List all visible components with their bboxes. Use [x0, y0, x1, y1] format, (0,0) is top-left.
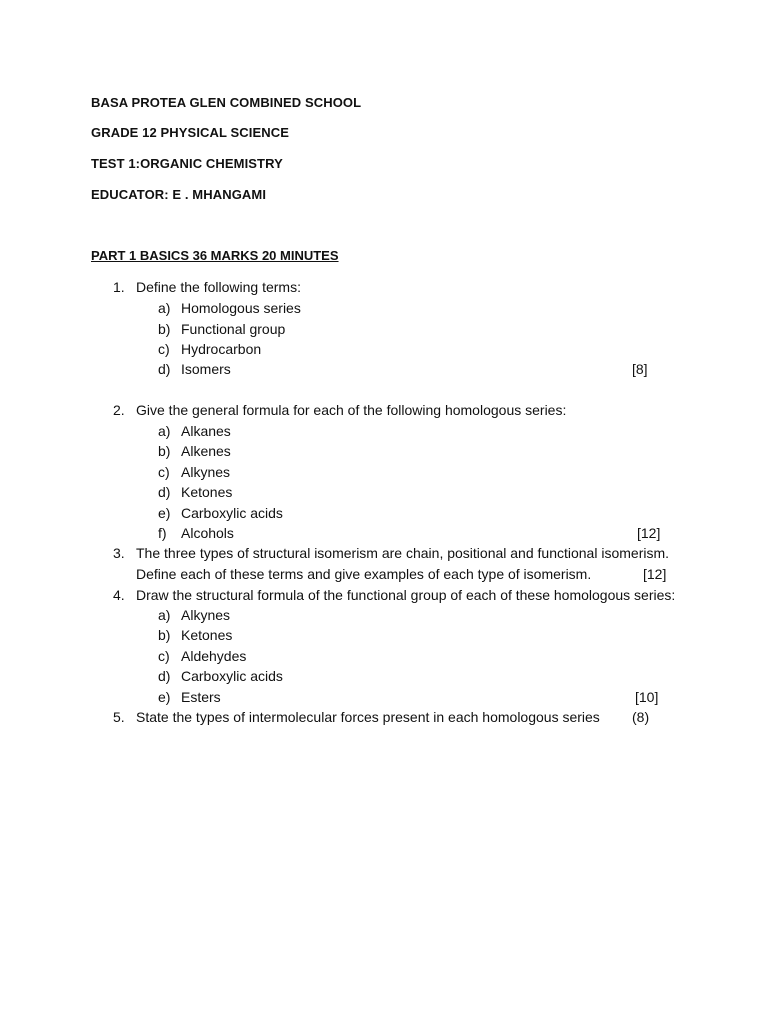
item-label: e): [158, 689, 171, 705]
marks-q4: [10]: [635, 689, 659, 705]
item-text: Alkynes: [181, 607, 231, 623]
question-text: Define each of these terms and give examples of each type of isomerism.: [136, 566, 592, 582]
item-text: Carboxylic acids: [181, 668, 283, 684]
question-text: Define the following terms:: [136, 279, 301, 295]
question-text: State the types of intermolecular forces present in each homologous series: [136, 709, 600, 725]
marks-q1: [8]: [632, 361, 648, 377]
educator-name: EDUCATOR: E . MHANGAMI: [91, 187, 267, 202]
question-number: 3.: [113, 545, 125, 561]
school-name: BASA PROTEA GLEN COMBINED SCHOOL: [91, 95, 362, 110]
item-text: Hydrocarbon: [181, 341, 262, 357]
item-text: Esters: [181, 689, 221, 705]
item-label: e): [158, 505, 171, 521]
item-label: c): [158, 341, 170, 357]
item-text: Carboxylic acids: [181, 505, 283, 521]
test-title: TEST 1:ORGANIC CHEMISTRY: [91, 156, 283, 171]
item-text: Ketones: [181, 627, 233, 643]
item-text: Functional group: [181, 321, 286, 337]
item-label: d): [158, 668, 171, 684]
item-text: Alkynes: [181, 464, 231, 480]
question-number: 4.: [113, 587, 125, 603]
question-text: Give the general formula for each of the following homologous series:: [136, 402, 567, 418]
item-label: c): [158, 464, 170, 480]
item-label: a): [158, 300, 171, 316]
item-label: b): [158, 443, 171, 459]
marks-q2: [12]: [637, 525, 661, 541]
item-label: a): [158, 607, 171, 623]
item-label: f): [158, 525, 167, 541]
item-text: Alkenes: [181, 443, 231, 459]
item-label: b): [158, 627, 171, 643]
question-number: 2.: [113, 402, 125, 418]
item-text: Isomers: [181, 361, 231, 377]
part-title: PART 1 BASICS 36 MARKS 20 MINUTES: [91, 248, 339, 263]
marks-q3: [12]: [643, 566, 667, 582]
item-text: Ketones: [181, 484, 233, 500]
item-text: Alkanes: [181, 423, 231, 439]
item-label: d): [158, 484, 171, 500]
marks-q5: (8): [632, 709, 650, 725]
item-text: Alcohols: [181, 525, 234, 541]
item-label: c): [158, 648, 170, 664]
item-label: d): [158, 361, 171, 377]
question-number: 1.: [113, 279, 125, 295]
item-label: b): [158, 321, 171, 337]
grade-subject: GRADE 12 PHYSICAL SCIENCE: [91, 125, 290, 140]
item-label: a): [158, 423, 171, 439]
item-text: Homologous series: [181, 300, 301, 316]
question-text: Draw the structural formula of the functional group of each of these homologous series:: [136, 587, 676, 603]
question-number: 5.: [113, 709, 125, 725]
item-text: Aldehydes: [181, 648, 247, 664]
question-text: The three types of structural isomerism are chain, positional and functional isomerism.: [136, 545, 670, 561]
